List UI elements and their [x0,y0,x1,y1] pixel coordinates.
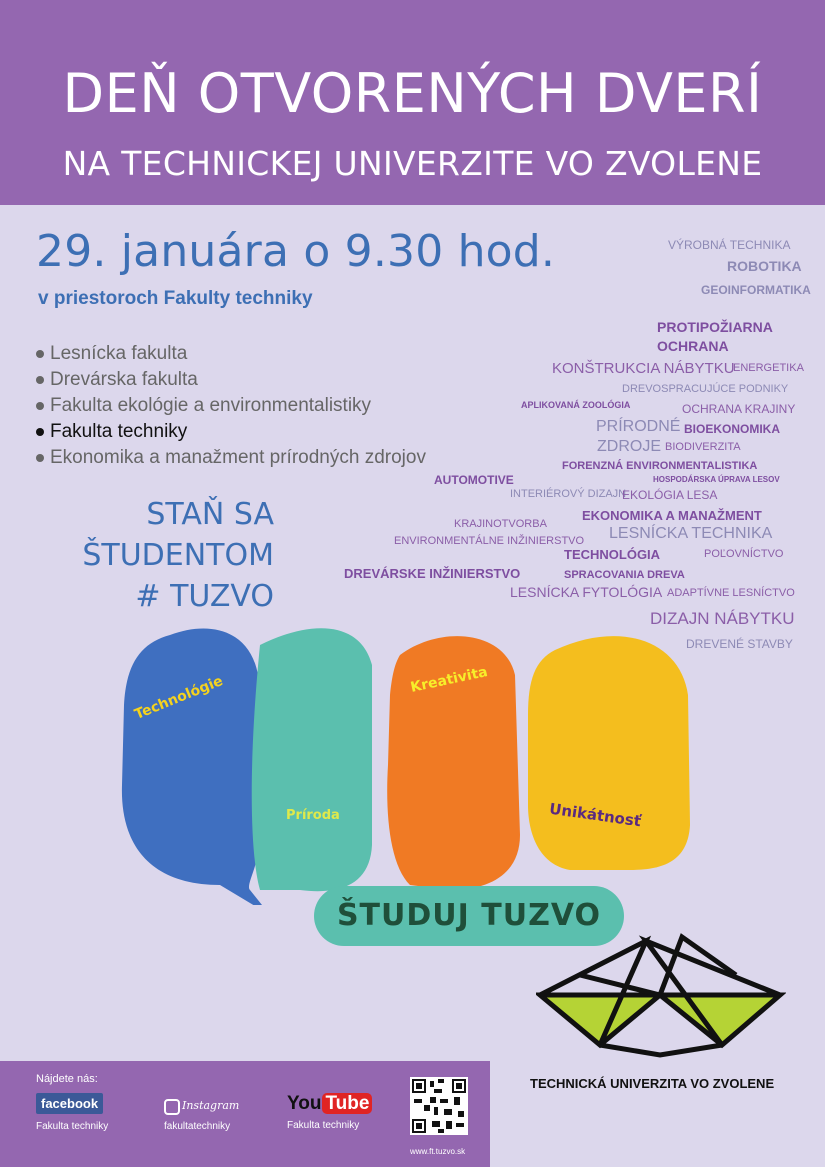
slogan-line: ŠTUDENTOM [82,538,274,573]
list-item: Drevárska fakulta [36,367,426,393]
bullet-icon [36,376,44,384]
word-cloud-item: TECHNOLÓGIA [564,547,661,562]
list-item: Ekonomika a manažment prírodných zdrojov [36,445,426,471]
find-us-label: Nájdete nás: [36,1073,98,1085]
study-tuzvo-button[interactable]: ŠTUDUJ TUZVO [314,886,624,946]
facebook-sub: Fakulta techniky [36,1121,109,1132]
youtube-sub: Fakulta techniky [287,1120,360,1131]
list-item: Fakulta techniky [36,419,426,445]
word-cloud-item: PRÍRODNÉ [596,418,681,435]
instagram-link[interactable]: Instagram [182,1099,240,1112]
bubble-label: Unikátnosť [548,799,643,831]
word-cloud-item: HOSPODÁRSKA ÚPRAVA LESOV [653,475,780,484]
word-cloud-item: ROBOTIKA [727,258,802,274]
slogan-line: # TUZVO [135,579,274,614]
speech-bubbles-graphic [110,615,825,905]
bullet-icon [36,428,44,436]
footer [0,1061,490,1167]
teal-bubble [252,628,372,891]
website-link[interactable]: www.ft.tuzvo.sk [410,1147,466,1156]
bullet-icon [36,350,44,358]
bubble-label: Príroda [286,808,340,823]
word-cloud-item: GEOINFORMATIKA [701,283,811,297]
word-cloud-item: AUTOMOTIVE [434,473,514,487]
youtube-link[interactable]: You Tube [287,1093,372,1115]
word-cloud-item: OCHRANA [657,338,729,354]
word-cloud-item: POĽOVNÍCTVO [704,548,784,560]
word-cloud-item: DIZAJN NÁBYTKU [650,609,795,628]
word-cloud-item: ENVIRONMENTÁLNE INŽINIERSTVO [394,535,585,547]
word-cloud-item: KRAJINOTVORBA [454,518,547,530]
word-cloud-item: SPRACOVANIA DREVA [564,569,685,581]
event-date: 29. januára o 9.30 hod. [36,226,556,277]
faculty-list [36,341,426,471]
university-name: TECHNICKÁ UNIVERZITA VO ZVOLENE [530,1076,775,1091]
bullet-icon [36,402,44,410]
yellow-bubble [528,636,690,870]
word-cloud-item: LESNÍCKA FYTOLÓGIA [510,584,663,600]
word-cloud-item: APLIKOVANÁ ZOOLÓGIA [521,400,631,410]
event-place: v priestoroch Fakulty techniky [38,288,313,309]
word-cloud-item: DREVENÉ STAVBY [686,637,793,651]
word-cloud-item: DREVÁRSKE INŽINIERSTVO [344,566,521,581]
blue-bubble [122,628,270,905]
word-cloud-item: KONŠTRUKCIA NÁBYTKU [552,360,735,377]
word-cloud-item: ADAPTÍVNE LESNÍCTVO [667,587,795,599]
word-cloud-item: FORENZNÁ ENVIRONMENTALISTIKA [562,460,758,472]
slogan [64,494,274,617]
word-cloud-item: EKOLÓGIA LESA [622,488,718,502]
qr-code-icon [410,1077,468,1135]
list-item: Lesnícka fakulta [36,341,426,367]
facebook-link[interactable]: facebook [36,1093,103,1114]
slogan-line: STAŇ SA [146,497,274,532]
word-cloud-item: EKONOMIKA A MANAŽMENT [582,508,762,523]
word-cloud-item: ENERGETIKA [733,362,804,374]
word-cloud-item: DREVOSPRACUJÚCE PODNIKY [622,383,789,395]
bullet-icon [36,454,44,462]
list-item: Fakulta ekológie a environmentalistiky [36,393,426,419]
word-cloud-item: OCHRANA KRAJINY [682,402,796,416]
word-cloud-item: PROTIPOŽIARNA [657,319,773,335]
word-cloud-item: INTERIÉROVÝ DIZAJN [510,488,627,500]
instagram-icon [164,1099,180,1115]
word-cloud-item: ZDROJE [597,438,661,455]
word-cloud-item: LESNÍCKA TECHNIKA [609,525,773,542]
word-cloud-item: BIOEKONOMIKA [684,422,780,436]
page-title: DEŇ OTVORENÝCH DVERÍ [62,62,763,125]
university-logo [536,933,786,1063]
word-cloud-item: BIODIVERZITA [665,441,741,453]
word-cloud-item: VÝROBNÁ TECHNIKA [668,238,791,252]
instagram-sub: fakultatechniky [164,1121,231,1132]
bubble-label: Kreativita [409,664,490,696]
bubble-label: Technológie [132,673,226,723]
page-subtitle: NA TECHNICKEJ UNIVERZITE VO ZVOLENE [62,144,763,183]
